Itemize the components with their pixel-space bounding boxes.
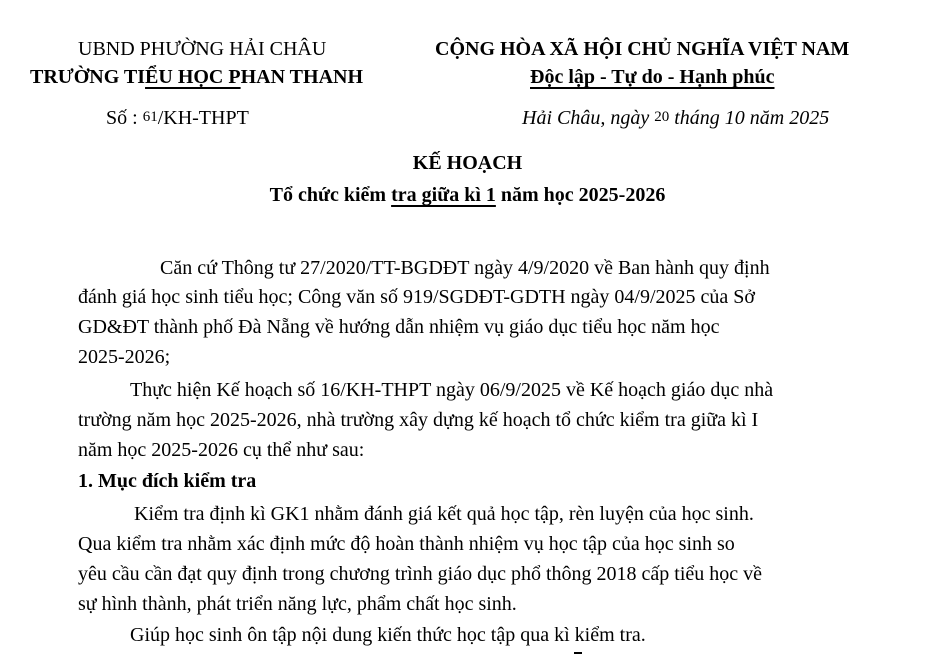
paragraph-4-line-1: Giúp học sinh ôn tập nội dung kiến thức học tập qua kì kiểm tra. [130,624,646,646]
document-number [106,107,249,130]
issuing-authority: UBND PHƯỜNG HẢI CHÂU [78,38,327,60]
paragraph-2-line-3: năm học 2025-2026 cụ thể như sau: [78,439,365,461]
paragraph-3-line-1: Kiểm tra định kì GK1 nhằm đánh giá kết quả học tập, rèn luyện của học sinh. [134,503,754,525]
document-subtitle [0,184,935,207]
document-number-value: 61 [142,109,158,125]
paragraph-1-line-4: 2025-2026; [78,346,171,368]
page-mark [574,652,582,654]
document-title: KẾ HOẠCH [412,152,523,174]
place-date [522,107,829,130]
subtitle-part-2: tra giữa kì 1 [391,184,496,206]
paragraph-1-line-3: GD&ĐT thành phố Đà Nẵng về hướng dẫn nhiệm vụ giáo dục tiểu học năm học [78,316,720,338]
subtitle-part-1: Tổ chức kiểm [269,184,392,206]
paragraph-2-line-1: Thực hiện Kế hoạch số 16/KH-THPT ngày 06/9/2025 về Kế hoạch giáo dục nhà [130,379,774,401]
date-prefix: Hải Châu, ngày [522,107,655,129]
date-suffix: tháng 10 năm 2025 [669,107,830,129]
document-number-prefix: Số : [106,107,143,129]
paragraph-3-line-4: sự hình thành, phát triển năng lực, phẩm chất học sinh. [78,593,517,615]
school-name-underlined: ỂU HỌC P [145,66,241,88]
paragraph-1-line-2: đánh giá học sinh tiểu học; Công văn số 919/SGDĐT-GDTH ngày 04/9/2025 của Sở [78,286,755,308]
section-1-heading: 1. Mục đích kiểm tra [78,470,257,492]
country-name: CỘNG HÒA XÃ HỘI CHỦ NGHĨA VIỆT NAM [435,38,850,60]
school-name-suffix: HAN THANH [240,66,364,88]
school-name [30,66,363,89]
paragraph-2-line-2: trường năm học 2025-2026, nhà trường xây dựng kế hoạch tổ chức kiểm tra giữa kì I [78,409,759,431]
paragraph-3-line-3: yêu cầu cần đạt quy định trong chương trình giáo dục phổ thông 2018 cấp tiểu học về [78,563,763,585]
national-motto: Độc lập - Tự do - Hạnh phúc [530,66,775,88]
document-number-suffix: /KH-THPT [157,107,249,129]
school-name-prefix: TRƯỜNG TI [30,66,146,88]
date-day: 20 [654,109,670,125]
paragraph-1-line-1: Căn cứ Thông tư 27/2020/TT-BGDĐT ngày 4/9/2020 về Ban hành quy định [160,257,770,279]
subtitle-part-3: năm học 2025-2026 [495,184,666,206]
paragraph-3-line-2: Qua kiểm tra nhằm xác định mức độ hoàn thành nhiệm vụ học tập của học sinh so [78,533,735,555]
